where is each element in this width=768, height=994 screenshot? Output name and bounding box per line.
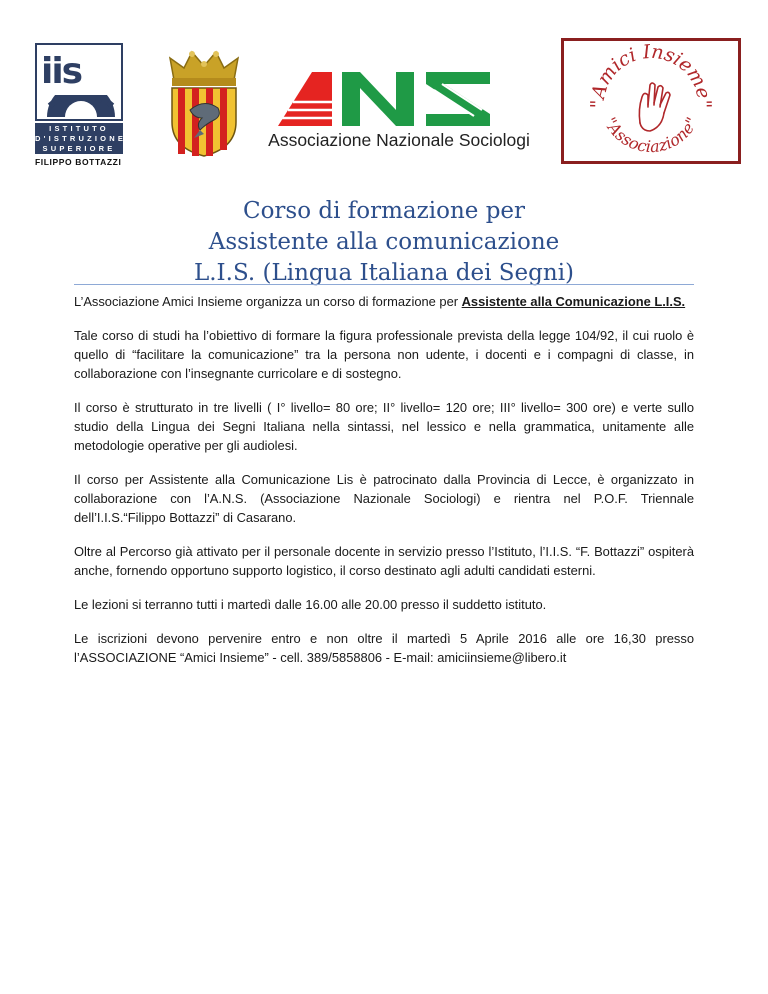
- iis-band-line-1: ISTITUTO: [49, 124, 109, 133]
- amici-insieme-logo: [561, 38, 741, 164]
- svg-text:"Amici Insieme": "Amici Insieme": [586, 41, 716, 109]
- province-crest-icon: [160, 50, 248, 158]
- course-name-emphasis: Assistente alla Comunicazione L.I.S.: [461, 294, 686, 309]
- intro-paragraph: [74, 292, 694, 311]
- course-title-line-1: Corso di formazione per: [242, 198, 526, 224]
- iis-logo-letters: iis: [41, 51, 82, 92]
- schedule-paragraph: Le lezioni si terranno tutti i martedì dalle 16.00 alle 20.00 presso il suddetto istituto.: [74, 597, 547, 612]
- course-title: [74, 196, 694, 289]
- gear-icon: [43, 95, 119, 117]
- objective-paragraph: Tale corso di studi ha l’obiettivo di formare la figura professionale prevista della legge 104/92, il cui ruolo è quello di “facilitare la comunicazione” tra la persona non udente, i docenti e i compagni di classe, in collaborazione con l’insegnante curricolare e di sostegno.: [74, 328, 694, 381]
- title-divider: [74, 284, 694, 285]
- iis-band-line-3: SUPERIORE: [42, 144, 116, 153]
- patronage-paragraph: Il corso per Assistente alla Comunicazione Lis è patrocinato dalla Provincia di Lecce, è organizzato in collaborazione con l’A.N.S. (Associazione Nazionale Sociologi) e rientra nel P.O.F. Triennale dell’I.I.S.“Filippo Bottazzi” di Casarano.: [74, 472, 694, 525]
- ans-logo: [268, 70, 530, 150]
- course-title-line-2: Assistente alla comunicazione: [208, 229, 560, 255]
- iis-logo-band: [35, 123, 127, 154]
- iis-band-line-2: D'ISTRUZIONE: [35, 134, 127, 143]
- ans-logo-caption: Associazione Nazionale Sociologi: [268, 130, 530, 150]
- iis-school-name: FILIPPO BOTTAZZI: [35, 157, 122, 167]
- iis-logo: [35, 43, 127, 167]
- iis-logo-mark: [35, 43, 123, 121]
- intro-text: L’Associazione Amici Insieme organizza un corso di formazione per: [74, 294, 462, 309]
- registration-paragraph: Le iscrizioni devono pervenire entro e non oltre il martedì 5 Aprile 2016 alle ore 16,30 presso l’ASSOCIAZIONE “Amici Insieme” - cell. 389/5858806 - E-mail: amiciinsieme@libero.it: [74, 631, 694, 665]
- hosting-paragraph: Oltre al Percorso già attivato per il personale docente in servizio presso l’Istituto, l’I.I.S. “F. Bottazzi” ospiterà anche, fornendo opportuno supporto logistico, il corso destinato agli adulti candidati esterni.: [74, 544, 694, 578]
- amici-insieme-seal-icon: [564, 41, 738, 161]
- document-body: [74, 292, 694, 682]
- structure-paragraph: Il corso è strutturato in tre livelli ( I° livello= 80 ore; II° livello= 120 ore; III° livello= 300 ore) e verte sullo studio della Lingua dei Segni Italiana nella sintassi, nel lessico e nella grammatica, unitamente alle metodologie operative per gli audiolesi.: [74, 400, 694, 453]
- course-title-line-3: L.I.S. (Lingua Italiana dei Segni): [193, 260, 575, 286]
- svg-text:"Associazione": "Associazione": [600, 114, 702, 157]
- ans-logo-mark: [268, 70, 530, 128]
